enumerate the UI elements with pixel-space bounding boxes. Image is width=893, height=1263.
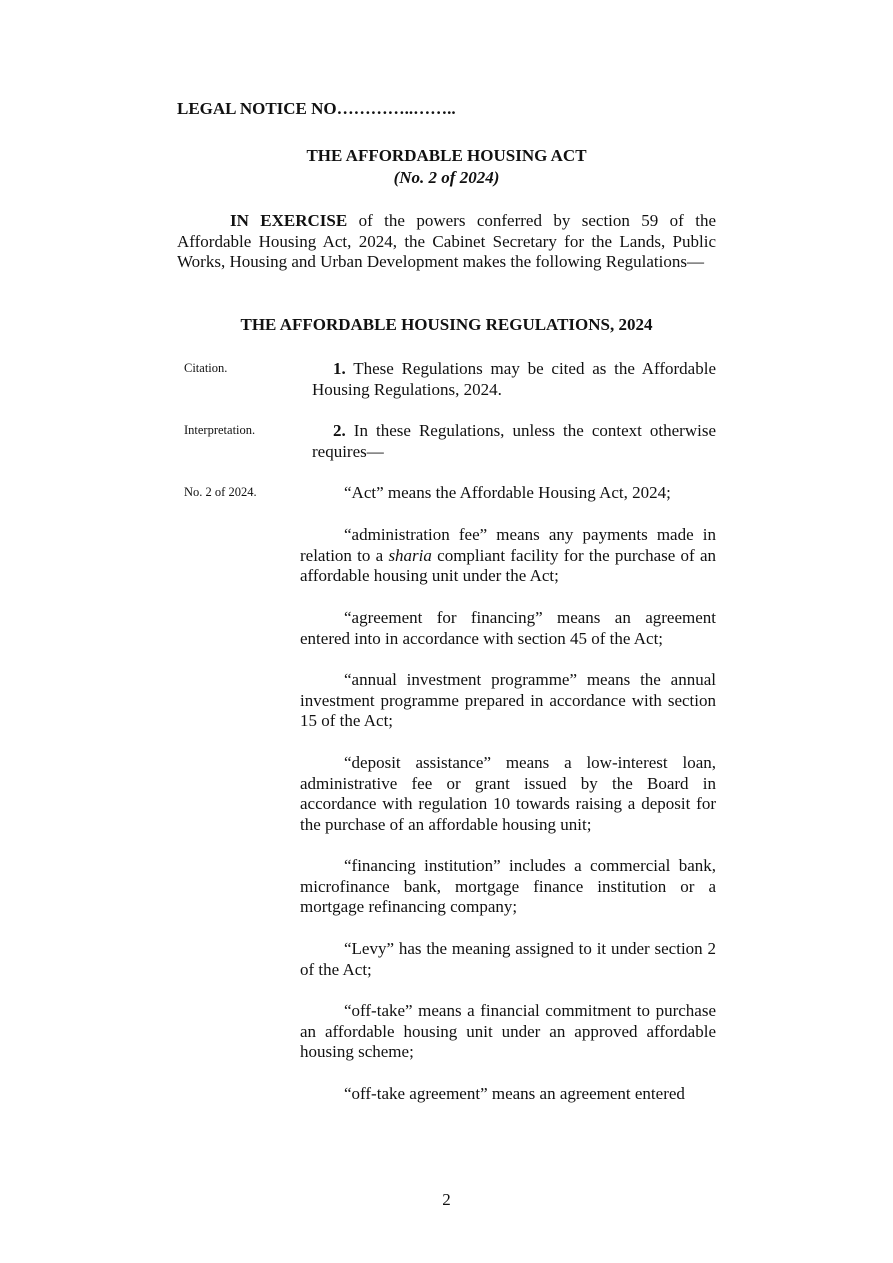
definition-annual-investment-programme: “annual investment programme” means the annual investment programme prepared in accordance with section 15 of the Act; (300, 670, 716, 731)
marginal-note-act: No. 2 of 2024. (184, 485, 257, 499)
definition-deposit-assistance: “deposit assistance” means a low-interest loan, administrative fee or grant issued by the Board in accordance with regulation 10 towards raising a deposit for the purchase of an affordable housing unit; (300, 753, 716, 835)
section-number: 2. (333, 421, 346, 440)
preamble-lead: IN EXERCISE (230, 211, 348, 230)
definition-levy: “Levy” has the meaning assigned to it under section 2 of the Act; (300, 939, 716, 979)
definition-off-take: “off-take” means a financial commitment to purchase an affordable housing unit under an approved affordable housing scheme; (300, 1001, 716, 1062)
section-text: In these Regulations, unless the context otherwise requires— (312, 421, 717, 461)
definition-text: compliant facility for the purchase of an affordable housing unit under the Act; (300, 545, 716, 586)
section-number: 1. (333, 359, 346, 378)
page-number: 2 (442, 1190, 451, 1209)
act-number: (No. 2 of 2024) (393, 168, 500, 187)
definition-italic-term: sharia (388, 545, 432, 565)
definition-off-take-agreement: “off-take agreement” means an agreement entered (344, 1084, 685, 1103)
section-interpretation (312, 421, 716, 462)
marginal-note-interpretation: Interpretation. (184, 423, 256, 437)
act-title: THE AFFORDABLE HOUSING ACT (306, 146, 587, 165)
section-text: These Regulations may be cited as the Affordable Housing Regulations, 2024. (312, 359, 716, 399)
section-citation (312, 359, 716, 400)
preamble-paragraph (177, 211, 716, 273)
marginal-note-citation: Citation. (184, 361, 228, 375)
regulations-title: THE AFFORDABLE HOUSING REGULATIONS, 2024 (240, 315, 653, 334)
definition-agreement-for-financing: “agreement for financing” means an agreement entered into in accordance with section 45 of the Act; (300, 608, 716, 648)
legal-notice-number: LEGAL NOTICE NO…………..…….. (177, 99, 456, 118)
definition-text: “administration fee” means any payments made in relation to a (300, 525, 716, 565)
preamble-text: of the powers conferred by section 59 of the Affordable Housing Act, 2024, the Cabinet Secretary for the Lands, Public Works, Housing and Urban Development makes the following Regulations— (177, 211, 717, 272)
definition-administration-fee (300, 525, 716, 587)
definition-act: “Act” means the Affordable Housing Act, 2024; (344, 483, 671, 502)
definition-financing-institution: “financing institution” includes a commercial bank, microfinance bank, mortgage finance institution or a mortgage refinancing company; (300, 856, 716, 917)
